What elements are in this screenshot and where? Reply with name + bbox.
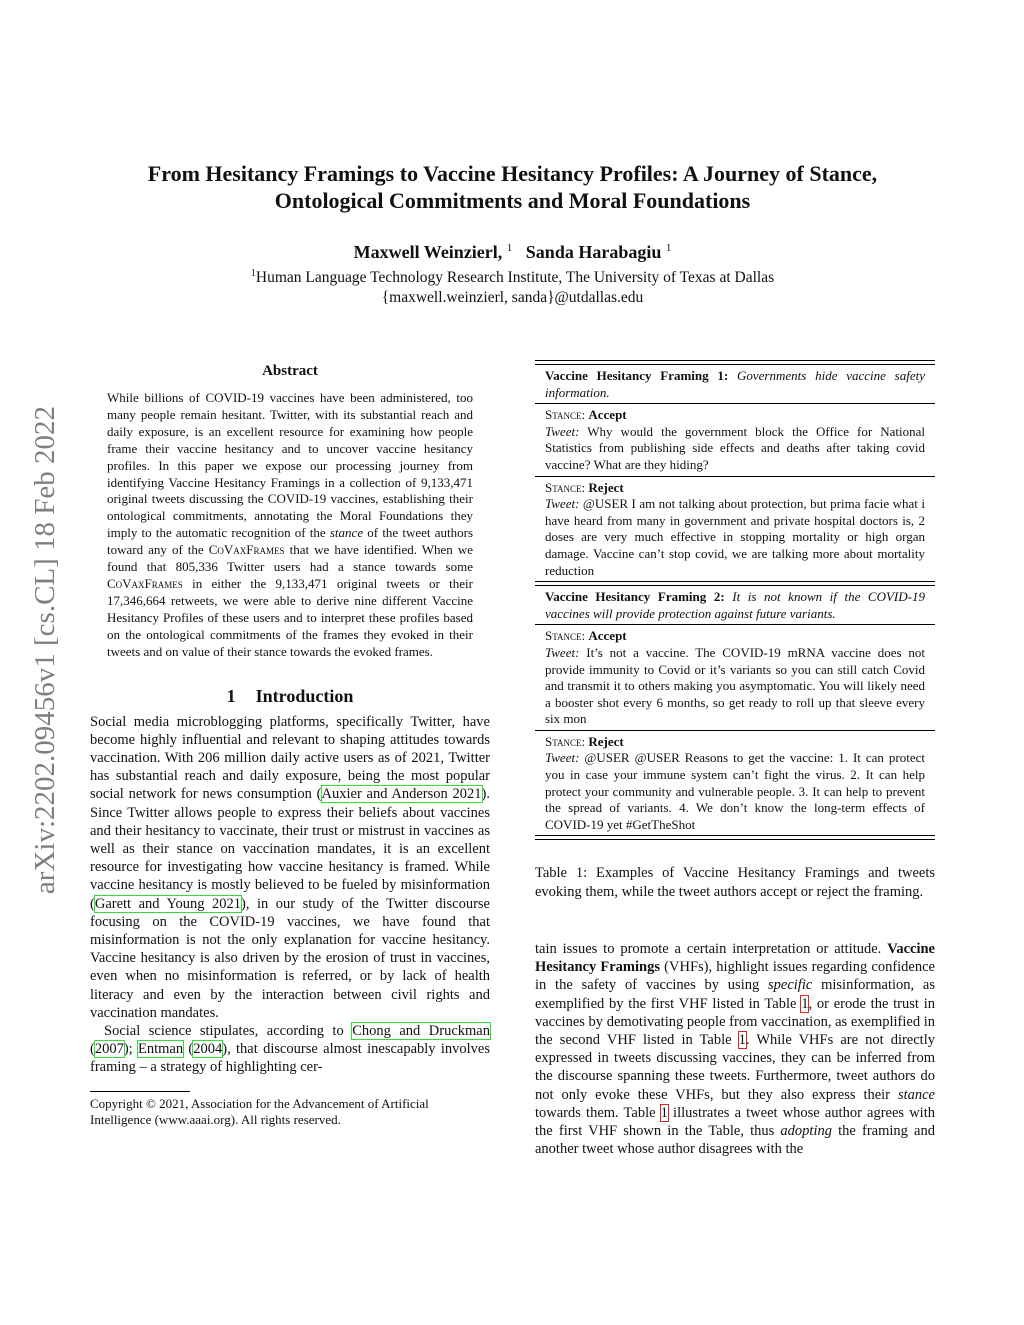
framing-1-row: Vaccine Hesitancy Framing 1: Governments hide vaccine safety information. [545, 368, 925, 400]
framing-2-accept-row: Stance: Accept Tweet: It’s not a vaccine. The COVID-19 mRNA vaccine does not provide immunity to Covid or it’s variants so you can still catch Covid and transmit it to others making you asymptomatic. You will likely need a booster shot every 6 months, so get ready to roll up that sleeve every six mon [545, 628, 925, 727]
title-line-1: From Hesitancy Framings to Vaccine Hesitancy Profiles: A Journey of Stance, [147, 161, 878, 186]
intro-paragraph-1: Social media microblogging platforms, specifically Twitter, have become highly influential and relevant to shaping attitudes towards vaccination. With 206 million daily active users as of 2021, Twitter has substantial reach and daily exposure, being the most popular social network for news consumption (Auxier and Anderson 2021). Since Twitter allows people to express their beliefs about vaccines and their hesitancy to vaccinate, their trust or mistrust in vaccines as well as their stance on vaccination mandates, it is an excellent resource for investigating how vaccine hesitancy is framed. While vaccine hesitancy is mostly believed to be fueled by misinformation (Garett and Young 2021), in our study of the Twitter discourse focusing on the COVID-19 vaccines, we have found that misinformation is not the only explanation for vaccine hesitancy. Vaccine hesitancy is also driven by the erosion of trust in vaccines, even when no misinformation is referred, or by lack of health literacy and even by the interaction between civil rights and vaccination mandates. [90, 713, 490, 1021]
intro-paragraph-2: Social science stipulates, according to Chong and Druckman (2007); Entman (2004), that discourse almost inescapably involves framing – a strategy of highlighting cer- [90, 1022, 490, 1076]
abstract-heading: Abstract [262, 363, 318, 379]
affiliation [90, 264, 935, 308]
right-column [535, 360, 935, 901]
citation-link[interactable]: 2004 [193, 1041, 223, 1058]
intro-heading [90, 686, 490, 707]
examples-table [535, 360, 935, 840]
author-2-affil-mark: 1 [665, 242, 672, 254]
framing-1-reject-row: Stance: Reject Tweet: @USER I am not talking about protection, but prima facie what i have heard from many in government and private hospital doctors is, 2 doses are very much effective in stopping mortality or high organ damage. Vaccine can’t stop covid, we are talking more about mortality reduction [545, 479, 925, 578]
table-ref-link[interactable]: 1 [660, 1104, 668, 1121]
covaxframes-name-2: CoVaxFrames [107, 575, 183, 591]
left-column [90, 360, 490, 1129]
citation-link[interactable]: Chong and Druckman [352, 1022, 490, 1039]
abstract-text-3: that we have identified. When we found that 805,336 Twitter users had a stance towards some [107, 542, 474, 575]
citation-link[interactable]: Entman [138, 1041, 184, 1058]
title-line-2: Ontological Commitments and Moral Foundations [274, 188, 751, 213]
right-body-paragraph: tain issues to promote a certain interpretation or attitude. Vaccine Hesitancy Framings (VHFs), highlight issues regarding confidence in the safety of vaccines by using specific misinformation, as exemplified by the first VHF listed in Table 1, or erode the trust in vaccines by demotivating people from vaccination, as exemplified in the second VHF listed in Table 1. While VHFs are not directly expressed in tweets discussing vaccines, they can be inferred from the discourse spanning these tweets. Furthermore, tweet authors do not only evoke these VHFs, but they also express their stance towards them. Table 1 illustrates a tweet whose author agrees with the first VHF shown in the Table, thus adopting the framing and another tweet whose author disagrees with the [535, 941, 935, 1158]
citation-link[interactable]: 2007 [94, 1041, 124, 1058]
author-1: Maxwell Weinzierl, [353, 242, 503, 262]
section-number: 1 [226, 685, 236, 706]
framing-2-row: Vaccine Hesitancy Framing 2: It is not known if the COVID-19 vaccines will provide protection against future variants. [545, 589, 925, 621]
author-2: Sanda Harabagiu [525, 242, 662, 262]
copyright-footnote: Copyright © 2021, Association for the Advancement of Artificial Intelligence (www.aaai.org). All rights reserved. [90, 1095, 429, 1128]
table-bottom-rule [535, 835, 935, 840]
arxiv-identifier: arXiv:2202.09456v1 [cs.CL] 18 Feb 2022 [29, 405, 61, 895]
author-1-affil-mark: 1 [506, 242, 513, 254]
abstract-text-2: of the tweet authors toward any of the [107, 525, 474, 558]
abstract-body [107, 390, 473, 661]
citation-link[interactable]: Auxier and Anderson 2021 [321, 786, 482, 803]
covaxframes-name: CoVaxFrames [208, 542, 285, 558]
author-list [90, 236, 935, 264]
affiliation-emails: {maxwell.weinzierl, sanda}@utdallas.edu [381, 289, 644, 307]
abstract-text-4: in either the 9,133,471 original tweets or their 17,346,664 retweets, we were able to derive nine different Vaccine Hesitancy Profiles of these users and to interpret these profiles based on the ontological commitments of the frames they evoked in their tweets and on value of their stance towards the evoked frames. [107, 575, 474, 659]
framing-1-accept-row: Stance: Accept Tweet: Why would the government block the Office for National Statistics from publishing side effects and deaths after taking covid vaccine? What are they hiding? [545, 407, 925, 472]
abstract-stance-emph: stance [329, 525, 364, 541]
citation-link[interactable]: Garett and Young 2021 [94, 895, 242, 912]
framing-2-reject-row: Stance: Reject Tweet: @USER @USER Reasons to get the vaccine: 1. It can protect you in case your immune system can’t fight the virus. 2. It can help protect your community and vulnerable people. 3. It can help to prevent the spread of variants. 4. We don’t know the long-term effects of COVID-19 yet #GetTheShot [545, 733, 925, 832]
affiliation-mark: 1 [250, 268, 256, 279]
footnote-divider [90, 1091, 190, 1092]
table-ref-link[interactable]: 1 [801, 995, 809, 1012]
paper-title [90, 160, 935, 214]
section-title: Introduction [255, 685, 354, 706]
table-ref-link[interactable]: 1 [738, 1032, 746, 1049]
affiliation-institute: Human Language Technology Research Institute, The University of Texas at Dallas [255, 269, 775, 287]
table-caption: Table 1: Examples of Vaccine Hesitancy Framings and tweets evoking them, while the tweet authors accept or reject the framing. [535, 865, 935, 900]
abstract-text-1: While billions of COVID-19 vaccines have been administered, too many people remain hesitant. Twitter, with its substantial reach and daily exposure, is an excellent resource for examining how people frame their vaccine hesitancy and to uncover vaccine hesitancy profiles. In this paper we expose our processing journey from identifying Vaccine Hesitancy Framings in a collection of 9,133,471 original tweets discussing the COVID-19 vaccines, establishing their ontological commitments, annotating the Moral Foundations they imply to the automatic recognition of the [107, 390, 473, 541]
